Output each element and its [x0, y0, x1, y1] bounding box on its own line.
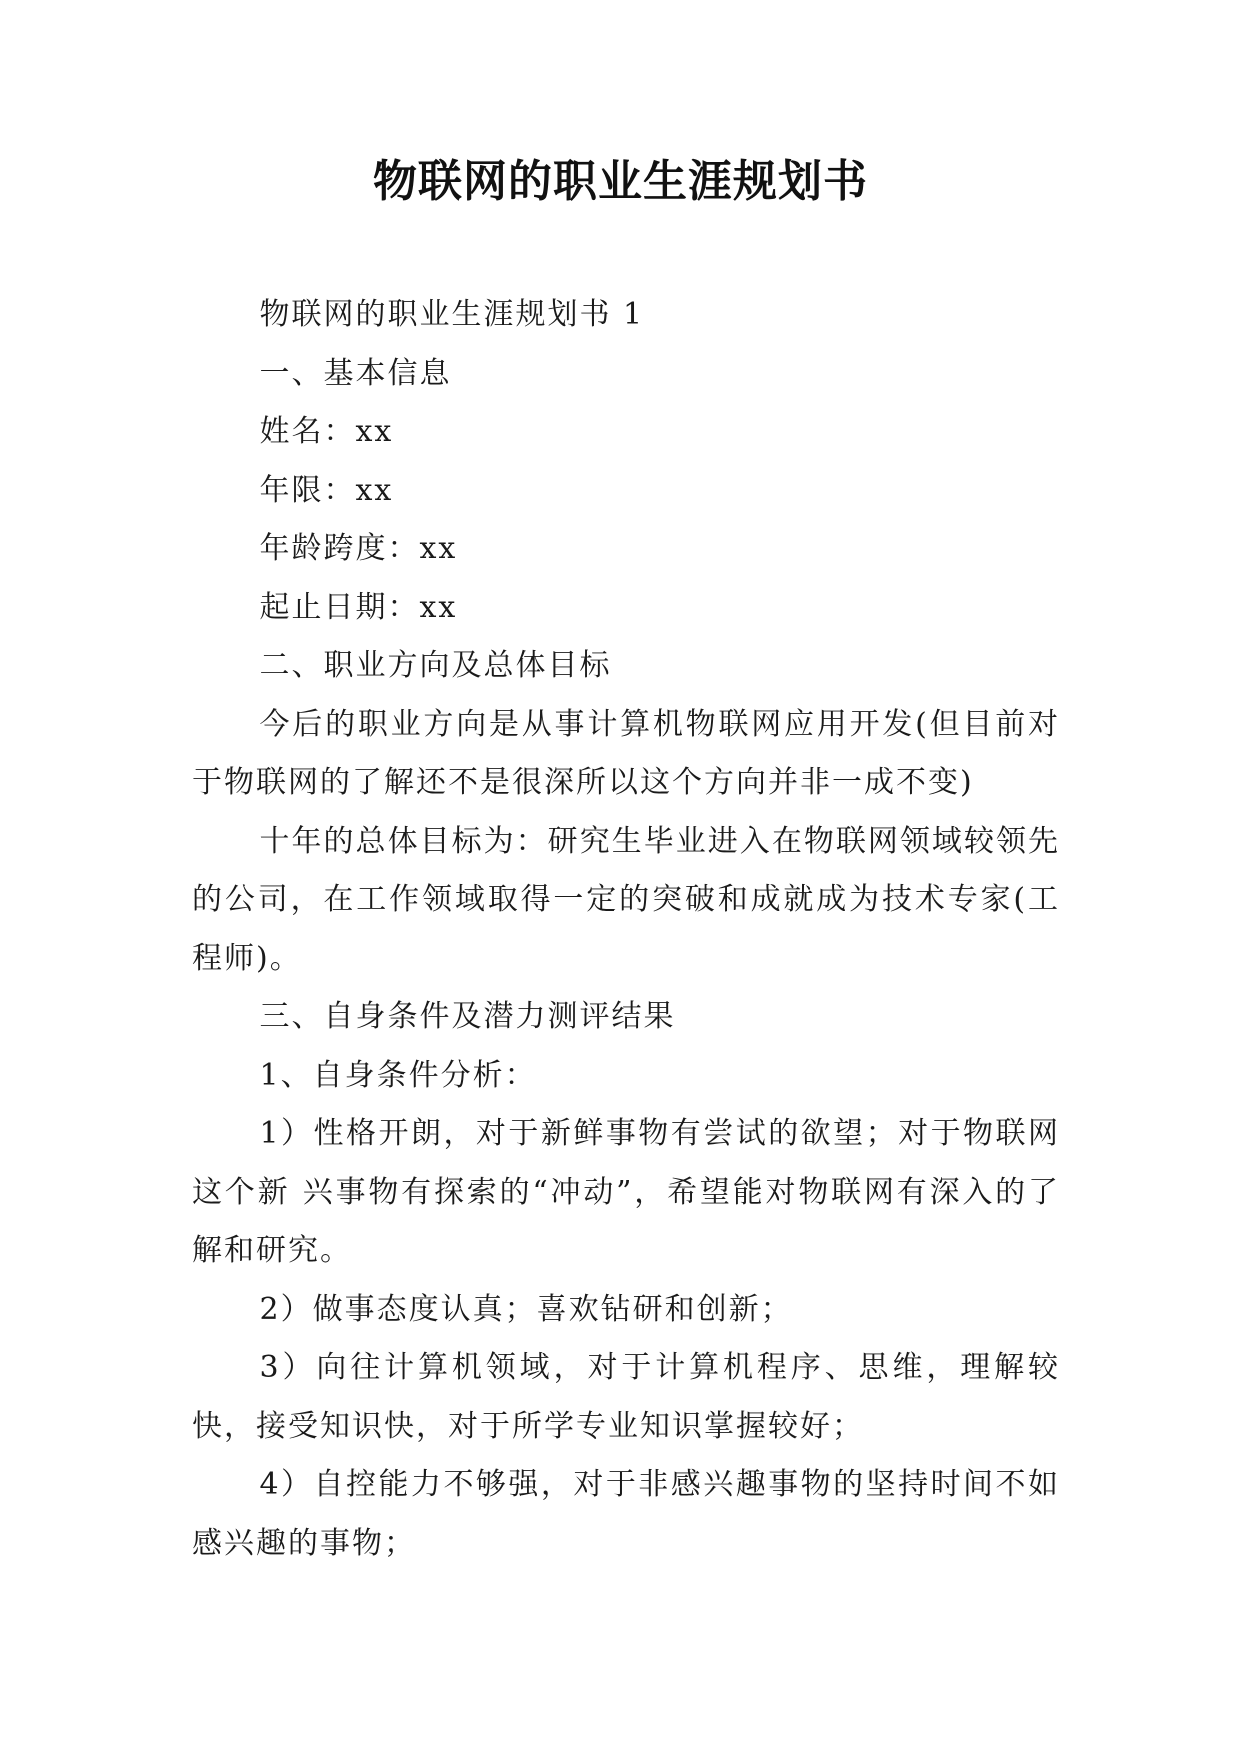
list-item: 1）性格开朗，对于新鲜事物有尝试的欲望；对于物联网这个新 兴事物有探索的“冲动”，希望能对物联网有深入的了解和研究。 — [192, 1116, 1060, 1268]
section-heading: 三、自身条件及潜力测评结果 — [259, 999, 676, 1034]
body-paragraph: 今后的职业方向是从事计算机物联网应用开发(但目前对于物联网的了解还不是很深所以这个方向并非一成不变) — [192, 706, 1060, 800]
info-line-dates: 起止日期：xx — [259, 589, 458, 625]
list-item: 4）自控能力不够强，对于非感兴趣事物的坚持时间不如感兴趣的事物； — [192, 1467, 1060, 1561]
document-title: 物联网的职业生涯规划书 — [373, 156, 868, 207]
section-heading: 物联网的职业生涯规划书 1 — [259, 297, 645, 332]
section-heading: 二、职业方向及总体目标 — [259, 648, 612, 683]
list-item: 2）做事态度认真；喜欢钻研和创新； — [259, 1291, 793, 1327]
body-paragraph: 十年的总体目标为：研究生毕业进入在物联网领域较领先的公司，在工作领域取得一定的突破和成就成为技术专家(工程师)。 — [192, 823, 1060, 976]
info-line-age-span: 年龄跨度：xx — [259, 531, 458, 566]
info-line-name: 姓名：xx — [259, 414, 394, 449]
list-item: 3）向往计算机领域，对于计算机程序、思维，理解较快，接受知识快，对于所学专业知识掌握较好； — [192, 1350, 1060, 1444]
document-body — [192, 286, 1060, 1573]
info-line-years: 年限：xx — [259, 472, 394, 508]
subsection-heading: 1、自身条件分析： — [259, 1057, 537, 1093]
section-heading: 一、基本信息 — [259, 355, 452, 391]
